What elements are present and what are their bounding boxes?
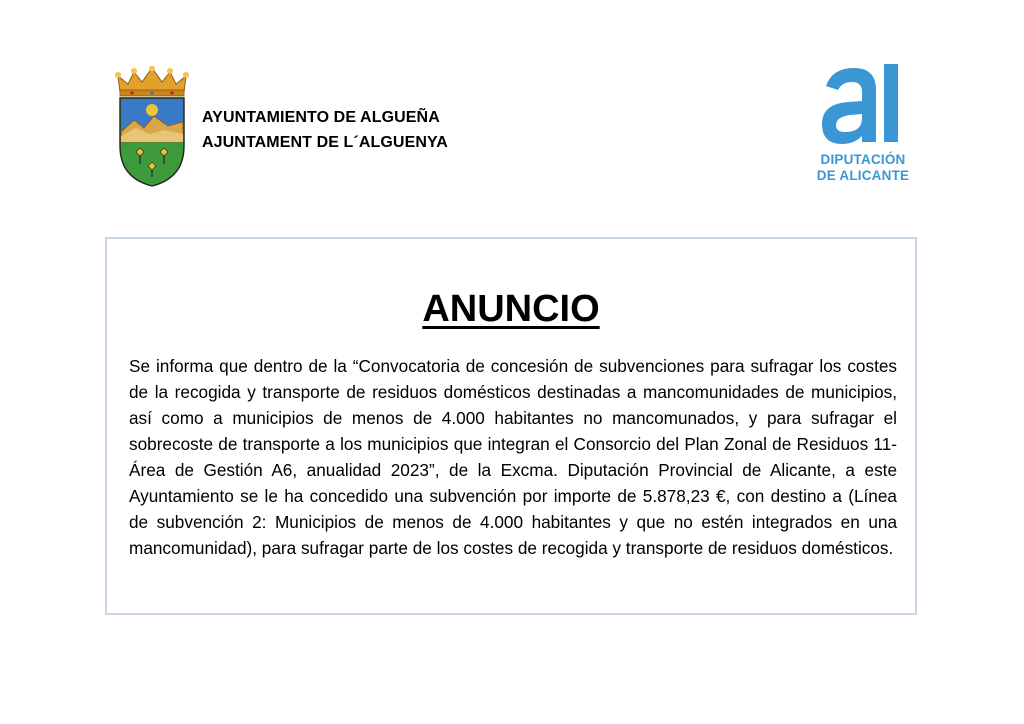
municipality-name-es: AYUNTAMIENTO DE ALGUEÑA: [202, 109, 440, 126]
municipality-header: [202, 105, 448, 155]
diputacion-line-1: DIPUTACIÓN: [820, 152, 906, 167]
diputacion-al-mark-icon: [818, 62, 908, 146]
notice-box: [105, 237, 917, 615]
diputacion-logo: [806, 60, 920, 188]
municipality-name-va: AJUNTAMENT DE L´ALGUENYA: [202, 134, 448, 151]
coat-of-arms-logo: [114, 66, 190, 188]
shield-icon: [120, 98, 184, 186]
crown-icon: [115, 66, 189, 96]
diputacion-line-2: DE ALICANTE: [816, 168, 910, 183]
notice-body: Se informa que dentro de la “Convocatoria de concesión de subvenciones para sufragar los costes de la recogida y transporte de residuos domésticos destinadas a mancomunidades de municipios, así como a municipios de menos de 4.000 habitantes no mancomunados, y para sufragar el sobrecoste de transporte a los municipios que integran el Consorcio del Plan Zonal de Residuos 11-Área de Gestión A6, anualidad 2023”, de la Excma. Diputación Provincial de Alicante, a este Ayuntamiento se le ha concedido una subvención por importe de 5.878,23 €, con destino a (Línea de subvención 2: Municipios de menos de 4.000 habitantes y que no estén integrados en una mancomunidad), para sufragar parte de los costes de recogida y transporte de residuos domésticos.: [129, 356, 897, 558]
diputacion-wordmark: [806, 152, 920, 184]
notice-title: ANUNCIO: [422, 288, 600, 330]
